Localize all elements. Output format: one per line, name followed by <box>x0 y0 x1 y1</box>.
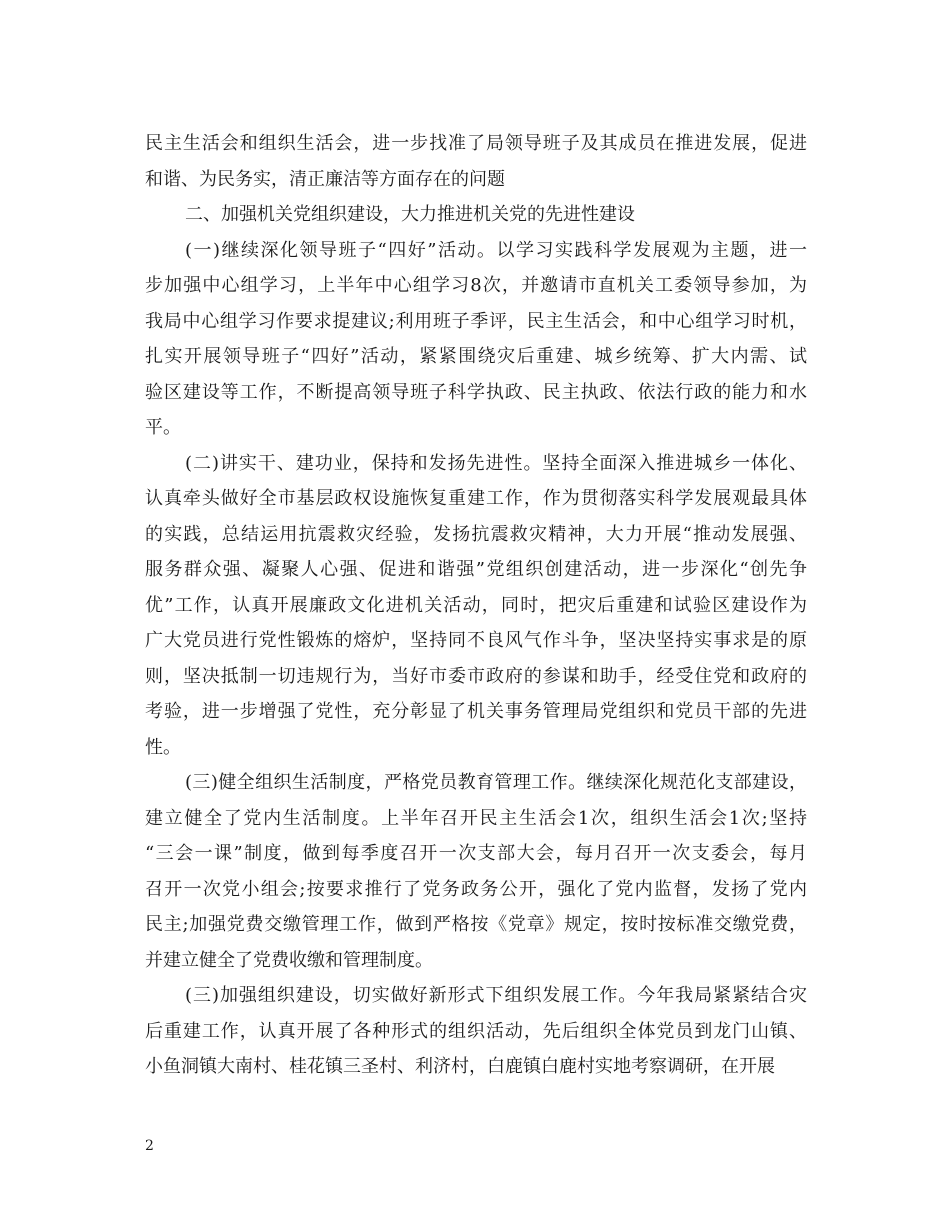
text-line: 和谐、为民务实，清正廉洁等方面存在的问题 <box>145 168 505 190</box>
text-line: 则，坚决抵制一切违规行为，当好市委市政府的参谋和助手，经受住党和政府的 <box>145 665 807 687</box>
text-line: 建立健全了党内生活制度。上半年召开民主生活会1次，组织生活会1次;坚持 <box>145 807 807 829</box>
text-line: 后重建工作，认真开展了各种形式的组织活动，先后组织全体党员到龙门山镇、 <box>145 1020 807 1042</box>
paragraph <box>145 978 807 1085</box>
text-line: 扎实开展领导班子“四好”活动，紧紧围绕灾后重建、城乡统筹、扩大内需、试 <box>145 346 807 367</box>
text-line: 的实践，总结运用抗震救灾经验，发扬抗震救灾精神，大力开展“推动发展强、 <box>145 523 807 545</box>
text-line: (三)健全组织生活制度，严格党员教育管理工作。继续深化规范化支部建设， <box>185 772 807 793</box>
text-line: (二)讲实干、建功业，保持和发扬先进性。坚持全面深入推进城乡一体化、 <box>185 452 807 474</box>
text-line: 验区建设等工作，不断提高领导班子科学执政、民主执政、依法行政的能力和水 <box>145 381 807 403</box>
page-number: 2 <box>145 1138 154 1154</box>
paragraph <box>145 446 807 766</box>
text-line: 认真牵头做好全市基层政权设施恢复重建工作，作为贯彻落实科学发展观最具体 <box>145 488 807 509</box>
text-line: 性。 <box>145 736 181 758</box>
text-line: “三会一课”制度，做到每季度召开一次支部大会，每月召开一次支委会，每月 <box>145 843 807 864</box>
text-line: 步加强中心组学习，上半年中心组学习8次，并邀请市直机关工委领导参加，为 <box>145 275 807 296</box>
text-line: 并建立健全了党费收缴和管理制度。 <box>145 949 433 971</box>
paragraph <box>145 233 807 446</box>
document-body <box>145 126 807 1085</box>
text-line: (三)加强组织建设，切实做好新形式下组织发展工作。今年我局紧紧结合灾 <box>185 985 807 1006</box>
paragraph <box>145 126 807 197</box>
text-line: 小鱼洞镇大南村、桂花镇三圣村、利济村，白鹿镇白鹿村实地考察调研，在开展 <box>145 1056 775 1077</box>
text-line: 民主生活会和组织生活会，进一步找准了局领导班子及其成员在推进发展，促进 <box>145 133 807 154</box>
text-line: (一)继续深化领导班子“四好”活动。以学习实践科学发展观为主题，进一 <box>185 239 807 261</box>
text-line: 民主;加强党费交缴管理工作，做到严格按《党章》规定，按时按标准交缴党费， <box>145 914 807 935</box>
text-line: 服务群众强、凝聚人心强、促进和谐强”党组织创建活动，进一步深化“创先争 <box>145 559 807 580</box>
text-line: 平。 <box>145 417 181 438</box>
text-line: 考验，进一步增强了党性，充分彰显了机关事务管理局党组织和党员干部的先进 <box>145 701 807 722</box>
paragraph <box>145 765 807 978</box>
text-line: 二、加强机关党组织建设，大力推进机关党的先进性建设 <box>185 204 635 225</box>
text-line: 广大党员进行党性锻炼的熔炉，坚持同不良风气作斗争，坚决坚持实事求是的原 <box>145 630 807 651</box>
paragraph <box>145 197 807 233</box>
text-line: 召开一次党小组会;按要求推行了党务政务公开，强化了党内监督，发扬了党内 <box>145 878 807 900</box>
text-line: 优”工作，认真开展廉政文化进机关活动，同时，把灾后重建和试验区建设作为 <box>145 594 807 616</box>
text-line: 我局中心组学习作要求提建议;利用班子季评，民主生活会，和中心组学习时机， <box>145 310 807 332</box>
